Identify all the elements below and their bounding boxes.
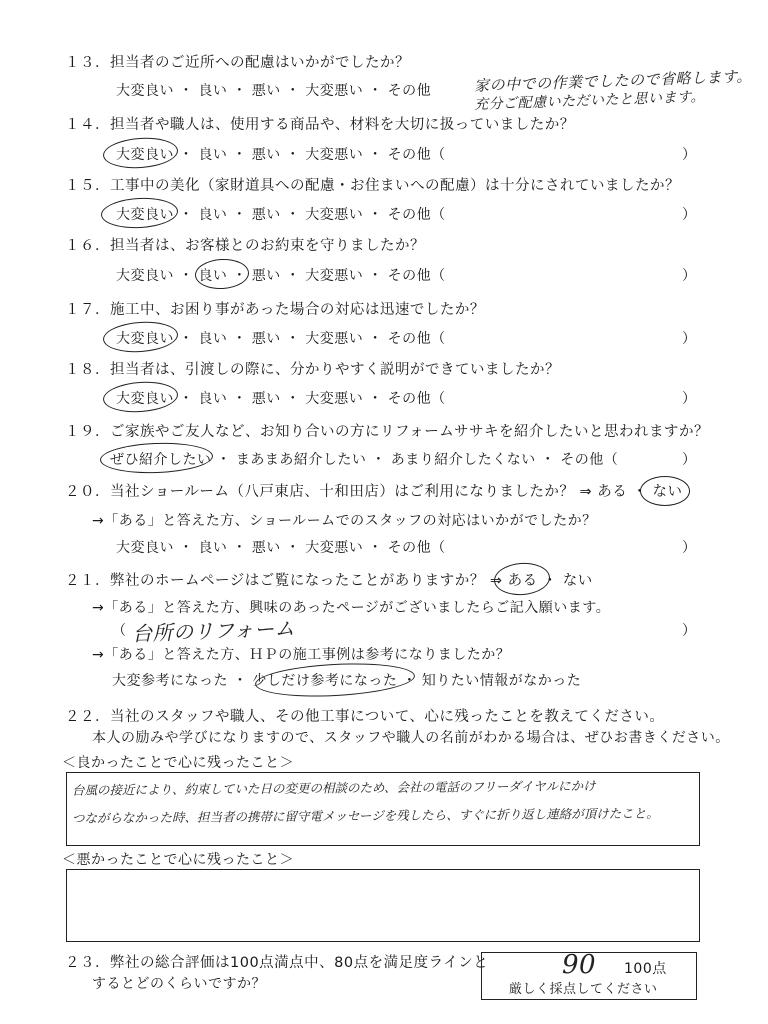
good-comment-line1: 台風の接近により、約束していた日の変更の相談のため、会社の電話のフリーダイヤルにかけ	[71, 778, 596, 798]
q18-question: １８．担当者は、引渡しの際に、分かりやすく説明ができていましたか？	[65, 362, 560, 378]
q15-selection-circle	[100, 196, 178, 230]
q22-instruction: 本人の励みや学びになりますので、スタッフや職人の名前がわかる場合は、ぜひお書きください。	[92, 730, 730, 746]
q14-question: １４．担当者や職人は、使用する商品や、材料を大切に扱っていましたか？	[65, 117, 575, 133]
q14-options: 大変良い ・ 良い ・ 悪い ・ 大変悪い ・ その他（	[116, 147, 446, 163]
q20-options: 大変良い ・ 良い ・ 悪い ・ 大変悪い ・ その他（	[116, 540, 446, 556]
q14-close-paren: ）	[682, 147, 697, 163]
q21-selection-circle-2	[254, 660, 415, 700]
q16-selection-circle	[194, 258, 249, 291]
q21-close-paren: ）	[682, 623, 697, 639]
q15-options: 大変良い ・ 良い ・ 悪い ・ 大変悪い ・ その他（	[116, 207, 446, 223]
q13-question: １３．担当者のご近所への配慮はいかがでしたか？	[65, 55, 410, 71]
score-note: 厳しく採点してください	[509, 982, 658, 997]
q20-question: ２０．当社ショールーム（八戸東店、十和田店）はご利用になりましたか？ ⇒ ある ・ ない	[65, 484, 683, 500]
q13-options: 大変良い ・ 良い ・ 悪い ・ 大変悪い ・ その他	[116, 83, 432, 99]
q19-question: １９．ご家族やご友人など、お知り合いの方にリフォームササキを紹介したいと思われますか？	[65, 424, 709, 440]
q20-close-paren: ）	[682, 540, 697, 556]
q16-options: 大変良い ・ 良い ・ 悪い ・ 大変悪い ・ その他（	[116, 268, 446, 284]
q17-selection-circle	[102, 319, 179, 354]
q21-handwritten-page: 台所のリフォーム	[131, 616, 296, 646]
q23-question-line2: するとどのくらいですか？	[92, 976, 266, 992]
score-handwritten: 90	[562, 950, 597, 980]
q21-followup2: →「ある」と答えた方、ＨＰの施工事例は参考になりましたか？	[92, 647, 511, 663]
q23-question-line1: ２３．弊社の総合評価は100点満点中、80点を満足度ラインと	[65, 955, 489, 971]
q17-options: 大変良い ・ 良い ・ 悪い ・ 大変悪い ・ その他（	[116, 331, 446, 347]
q21-selection-circle	[493, 561, 551, 597]
q20-selection-circle	[640, 476, 690, 506]
q21-followup1: →「ある」と答えた方、興味のあったページがございましたらご記入願います。	[92, 600, 611, 616]
q18-options: 大変良い ・ 良い ・ 悪い ・ 大変悪い ・ その他（	[116, 391, 446, 407]
q21-options: 大変参考になった ・ 少しだけ参考になった ・ 知りたい情報がなかった	[112, 673, 582, 689]
q13-handwritten-line1: 家の中での作業でしたので省略します。	[473, 67, 753, 95]
q20-followup: →「ある」と答えた方、ショールームでのスタッフの対応はいかがでしたか？	[92, 513, 597, 529]
q22-question: ２２．当社のスタッフや職人、その他工事について、心に残ったことを教えてください。	[65, 709, 665, 725]
q19-close-paren: ）	[682, 452, 697, 468]
q19-selection-circle	[100, 441, 214, 475]
good-comment-line2: つながらなかった時、担当者の携帯に留守電メッセージを残したら、すぐに折り返し連絡が頂けたこと。	[71, 805, 659, 826]
q17-question: １７．施工中、お困り事があった場合の対応は迅速でしたか？	[65, 302, 485, 318]
q21-question: ２１．弊社のホームページはご覧になったことがありますか？ ⇒ ある ・ ない	[65, 573, 593, 589]
q17-close-paren: ）	[682, 331, 697, 347]
q21-open-paren: （	[112, 623, 127, 639]
q18-close-paren: ）	[682, 391, 697, 407]
q16-question: １６．担当者は、お客様とのお約束を守りましたか？	[65, 238, 425, 254]
q15-close-paren: ）	[682, 207, 697, 223]
q16-close-paren: ）	[682, 268, 697, 284]
q18-selection-circle	[102, 379, 179, 414]
q19-options: ぜひ紹介したい ・ まあまあ紹介したい ・ あまり紹介したくない ・ その他（	[110, 452, 619, 468]
q22-bad-label: ＜悪かったことで心に残ったこと＞	[62, 852, 294, 868]
q22-good-label: ＜良かったことで心に残ったこと＞	[62, 755, 294, 771]
q15-question: １５．工事中の美化（家財道具への配慮・お住まいへの配慮）は十分にされていましたか？	[65, 178, 680, 194]
bad-comment-box	[66, 869, 700, 942]
q13-handwritten-line2: 充分ご配慮いただいたと思います。	[473, 88, 706, 114]
q14-selection-circle	[102, 135, 179, 170]
score-max: 100点	[624, 961, 667, 977]
